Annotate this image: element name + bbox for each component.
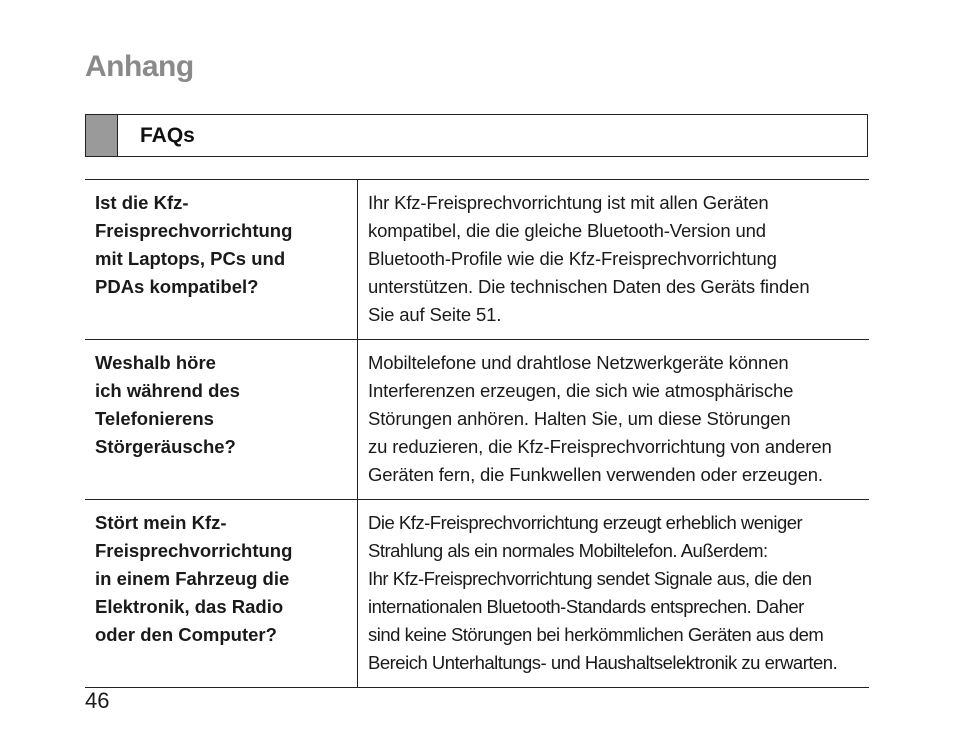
faq-row (85, 500, 869, 688)
faq-question: Stört mein Kfz- Freisprechvorrichtung in einem Fahrzeug die Elektronik, das Radio oder den Computer? (85, 500, 358, 688)
page-number: 46 (85, 688, 110, 713)
faq-table (85, 179, 869, 688)
faq-question: Ist die Kfz- Freisprechvorrichtung mit Laptops, PCs und PDAs kompatibel? (85, 180, 358, 340)
faq-answer: Ihr Kfz-Freisprechvorrichtung ist mit allen Geräten kompatibel, die die gleiche Bluetooth-Version und Bluetooth-Profile wie die Kfz-Freisprechvorrichtung unterstützen. Die technischen Daten des Geräts finden Sie auf Seite 51. (368, 192, 810, 325)
faq-row (85, 340, 869, 500)
faq-answer: Die Kfz-Freisprechvorrichtung erzeugt erheblich weniger Strahlung als ein normales Mobiltelefon. Außerdem: Ihr Kfz-Freisprechvorrichtung sendet Signale aus, die den internationalen Bluetooth-Standards entsprechen. Daher sind keine Störungen bei herkömmlichen Geräten aus dem Bereich Unterhaltungs- und Haushaltselektronik zu erwarten. (368, 512, 838, 673)
faq-question: Weshalb höre ich während des Telefonierens Störgeräusche? (85, 340, 358, 500)
section-header (85, 114, 868, 157)
chapter-title: Anhang (85, 50, 194, 83)
section-title: FAQs (140, 123, 195, 147)
faq-row (85, 180, 869, 340)
section-marker (86, 115, 118, 156)
faq-answer: Mobiltelefone und drahtlose Netzwerkgeräte können Interferenzen erzeugen, die sich wie atmosphärische Störungen anhören. Halten Sie, um diese Störungen zu reduzieren, die Kfz-Freisprechvorrichtung von anderen Geräten fern, die Funkwellen verwenden oder erzeugen. (368, 352, 832, 485)
